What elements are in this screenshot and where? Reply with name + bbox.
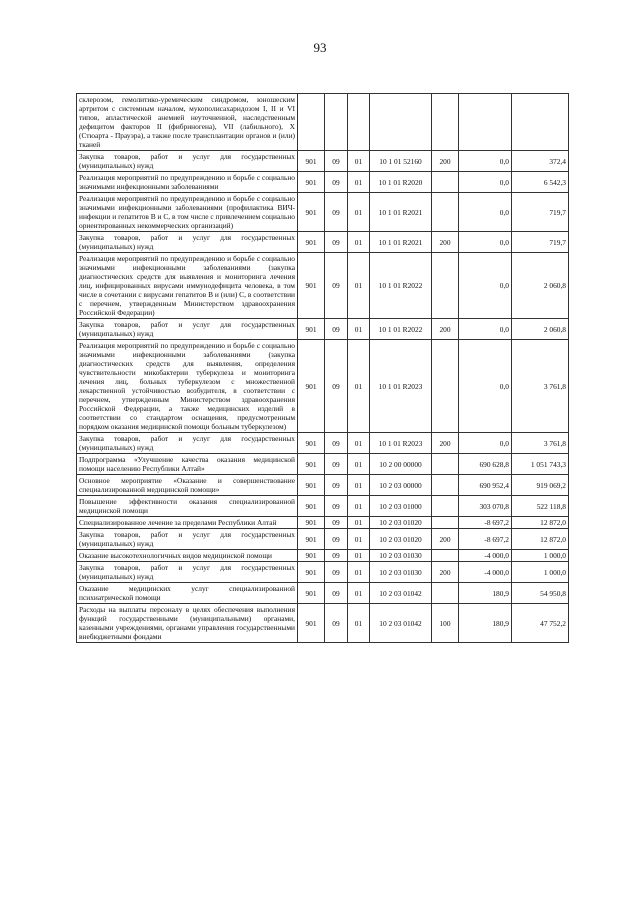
section-code: 09 [325,454,348,475]
section-code [325,94,348,151]
budget-table [76,93,569,643]
target-article-code: 10 2 03 01030 [370,562,432,583]
target-article-code: 10 2 03 01042 [370,583,432,604]
ved-code: 901 [298,232,325,253]
row-name: Закупка товаров, работ и услуг для государственных (муниципальных) нужд [77,529,298,550]
expense-type-code [432,340,459,433]
target-article-code: 10 1 01 52160 [370,151,432,172]
section-code: 09 [325,340,348,433]
ved-code: 901 [298,475,325,496]
amount-total [512,94,569,151]
expense-type-code [432,475,459,496]
target-article-code: 10 2 00 00000 [370,454,432,475]
amount-total: 1 000,0 [512,550,569,562]
expense-type-code [432,172,459,193]
ved-code: 901 [298,151,325,172]
section-code: 09 [325,550,348,562]
ved-code: 901 [298,562,325,583]
ved-code: 901 [298,253,325,319]
amount-total: 919 069,2 [512,475,569,496]
subsection-code: 01 [348,151,370,172]
amount-change: 0,0 [459,232,512,253]
table-row [77,253,569,319]
expense-type-code [432,517,459,529]
amount-change: 0,0 [459,340,512,433]
subsection-code: 01 [348,475,370,496]
ved-code: 901 [298,550,325,562]
table-row [77,562,569,583]
ved-code: 901 [298,319,325,340]
target-article-code: 10 1 01 R2022 [370,253,432,319]
amount-change: 0,0 [459,151,512,172]
target-article-code: 10 1 01 R2020 [370,172,432,193]
subsection-code: 01 [348,319,370,340]
section-code: 09 [325,151,348,172]
subsection-code: 01 [348,193,370,232]
section-code: 09 [325,517,348,529]
subsection-code: 01 [348,232,370,253]
expense-type-code: 200 [432,433,459,454]
subsection-code: 01 [348,583,370,604]
row-name: Оказание высокотехнологичных видов медицинской помощи [77,550,298,562]
amount-change: 0,0 [459,193,512,232]
target-article-code: 10 2 03 01030 [370,550,432,562]
amount-change: 0,0 [459,172,512,193]
expense-type-code: 200 [432,529,459,550]
row-name: Оказание медицинских услуг специализированной психиатрической помощи [77,583,298,604]
amount-change: 690 628,8 [459,454,512,475]
target-article-code: 10 2 03 01020 [370,517,432,529]
table-row [77,319,569,340]
table-row [77,583,569,604]
ved-code: 901 [298,583,325,604]
target-article-code: 10 1 01 R2022 [370,319,432,340]
subsection-code: 01 [348,454,370,475]
amount-change: -4 000,0 [459,550,512,562]
table-row [77,340,569,433]
row-name: склерозом, гемолитико-уремическим синдромом, юношеским артритом с системным началом, мукополисахаридозом I, II и VI типов, апластической анемией неуточненной, наследственным дефицитом факторов II (фибриногена), VII (лабильного), X (Стюарта - Прауэра), а также после трансплантации органов и (или) тканей [77,94,298,151]
subsection-code: 01 [348,550,370,562]
section-code: 09 [325,496,348,517]
table-row [77,193,569,232]
subsection-code: 01 [348,172,370,193]
amount-total: 12 872,0 [512,529,569,550]
expense-type-code [432,253,459,319]
amount-change: -8 697,2 [459,529,512,550]
amount-total: 54 950,8 [512,583,569,604]
section-code: 09 [325,172,348,193]
table-row [77,94,569,151]
row-name: Подпрограмма «Улучшение качества оказания медицинской помощи населению Республики Алтай» [77,454,298,475]
ved-code: 901 [298,517,325,529]
ved-code: 901 [298,340,325,433]
target-article-code: 10 1 01 R2021 [370,232,432,253]
amount-change: 0,0 [459,319,512,340]
amount-change: 180,9 [459,604,512,643]
table-row [77,496,569,517]
expense-type-code: 100 [432,604,459,643]
expense-type-code [432,94,459,151]
target-article-code: 10 2 03 01042 [370,604,432,643]
amount-total: 2 060,8 [512,319,569,340]
section-code: 09 [325,562,348,583]
table-row [77,172,569,193]
amount-change: 690 952,4 [459,475,512,496]
row-name: Закупка товаров, работ и услуг для государственных (муниципальных) нужд [77,562,298,583]
row-name: Закупка товаров, работ и услуг для государственных (муниципальных) нужд [77,319,298,340]
page-number: 93 [313,40,327,55]
section-code: 09 [325,232,348,253]
amount-change: 0,0 [459,433,512,454]
ved-code: 901 [298,193,325,232]
target-article-code: 10 1 01 R2021 [370,193,432,232]
table-row [77,550,569,562]
ved-code: 901 [298,529,325,550]
row-name: Закупка товаров, работ и услуг для государственных (муниципальных) нужд [77,433,298,454]
amount-total: 3 761,8 [512,340,569,433]
subsection-code: 01 [348,604,370,643]
target-article-code: 10 2 03 01020 [370,529,432,550]
table-row [77,151,569,172]
amount-total: 719,7 [512,193,569,232]
target-article-code: 10 1 01 R2023 [370,433,432,454]
row-name: Реализация мероприятий по предупреждению и борьбе с социально значимыми инфекционными заболеваниями (закупка диагностических средств для выявления и мониторинга лечения лиц, инфицированных вирусами иммунодефицита человека, в том числе в сочетании с вирусами гепатитов В и (или) С, в соответствии с перечнем, утвержденным Министерством здравоохранения Российской Федерации) [77,253,298,319]
amount-total: 47 752,2 [512,604,569,643]
expense-type-code: 200 [432,232,459,253]
target-article-code [370,94,432,151]
expense-type-code: 200 [432,319,459,340]
expense-type-code [432,583,459,604]
subsection-code: 01 [348,253,370,319]
subsection-code: 01 [348,517,370,529]
ved-code [298,94,325,151]
amount-total: 6 542,3 [512,172,569,193]
target-article-code: 10 1 01 R2023 [370,340,432,433]
amount-change: 0,0 [459,253,512,319]
section-code: 09 [325,583,348,604]
amount-total: 12 872,0 [512,517,569,529]
row-name: Закупка товаров, работ и услуг для государственных (муниципальных) нужд [77,151,298,172]
amount-change: 180,9 [459,583,512,604]
section-code: 09 [325,433,348,454]
amount-change [459,94,512,151]
ved-code: 901 [298,454,325,475]
table-row [77,517,569,529]
subsection-code: 01 [348,433,370,454]
ved-code: 901 [298,496,325,517]
expense-type-code [432,550,459,562]
section-code: 09 [325,319,348,340]
row-name: Закупка товаров, работ и услуг для государственных (муниципальных) нужд [77,232,298,253]
table-row [77,433,569,454]
target-article-code: 10 2 03 01000 [370,496,432,517]
row-name: Основное мероприятие «Оказание и совершенствование специализированной медицинской помощи» [77,475,298,496]
amount-total: 3 761,8 [512,433,569,454]
amount-total: 522 118,8 [512,496,569,517]
amount-total: 372,4 [512,151,569,172]
section-code: 09 [325,193,348,232]
table-row [77,529,569,550]
expense-type-code [432,496,459,517]
row-name: Повышение эффективности оказания специализированной медицинской помощи [77,496,298,517]
expense-type-code: 200 [432,562,459,583]
expense-type-code: 200 [432,151,459,172]
section-code: 09 [325,604,348,643]
row-name: Реализация мероприятий по предупреждению и борьбе с социально значимыми инфекционными заболеваниями (профилактика ВИЧ-инфекции и гепатитов В и С, в том числе с привлечением социально ориентированных некоммерческих организаций) [77,193,298,232]
amount-change: 303 070,8 [459,496,512,517]
subsection-code: 01 [348,562,370,583]
subsection-code [348,94,370,151]
table-row [77,232,569,253]
table-row [77,475,569,496]
row-name: Реализация мероприятий по предупреждению и борьбе с социально значимыми инфекционными заболеваниями [77,172,298,193]
amount-total: 2 060,8 [512,253,569,319]
subsection-code: 01 [348,496,370,517]
expense-type-code [432,454,459,475]
amount-total: 719,7 [512,232,569,253]
section-code: 09 [325,475,348,496]
table-row [77,454,569,475]
table-row [77,604,569,643]
section-code: 09 [325,253,348,319]
row-name: Реализация мероприятий по предупреждению и борьбе с социально значимыми инфекционными заболеваниями (закупка диагностических средств для выявления, определения чувствительности микобактерии туберкулеза и мониторинга лечения лиц, больных туберкулезом с множественной лекарственной устойчивостью возбудителя, в соответствии с перечнем, утвержденным Министерством здравоохранения Российской Федерации, а также медицинских изделий в соответствии со стандартом оснащения, предусмотренным порядком оказания медицинской помощи больным туберкулезом) [77,340,298,433]
row-name: Специализированное лечение за пределами Республики Алтай [77,517,298,529]
ved-code: 901 [298,604,325,643]
section-code: 09 [325,529,348,550]
amount-change: -4 000,0 [459,562,512,583]
amount-change: -8 697,2 [459,517,512,529]
row-name: Расходы на выплаты персоналу в целях обеспечения выполнения функций государственными (муниципальными) органами, казенными учреждениями, органами управления государственными внебюджетными фондами [77,604,298,643]
expense-type-code [432,193,459,232]
amount-total: 1 000,0 [512,562,569,583]
ved-code: 901 [298,433,325,454]
target-article-code: 10 2 03 00000 [370,475,432,496]
ved-code: 901 [298,172,325,193]
subsection-code: 01 [348,529,370,550]
subsection-code: 01 [348,340,370,433]
amount-total: 1 051 743,3 [512,454,569,475]
